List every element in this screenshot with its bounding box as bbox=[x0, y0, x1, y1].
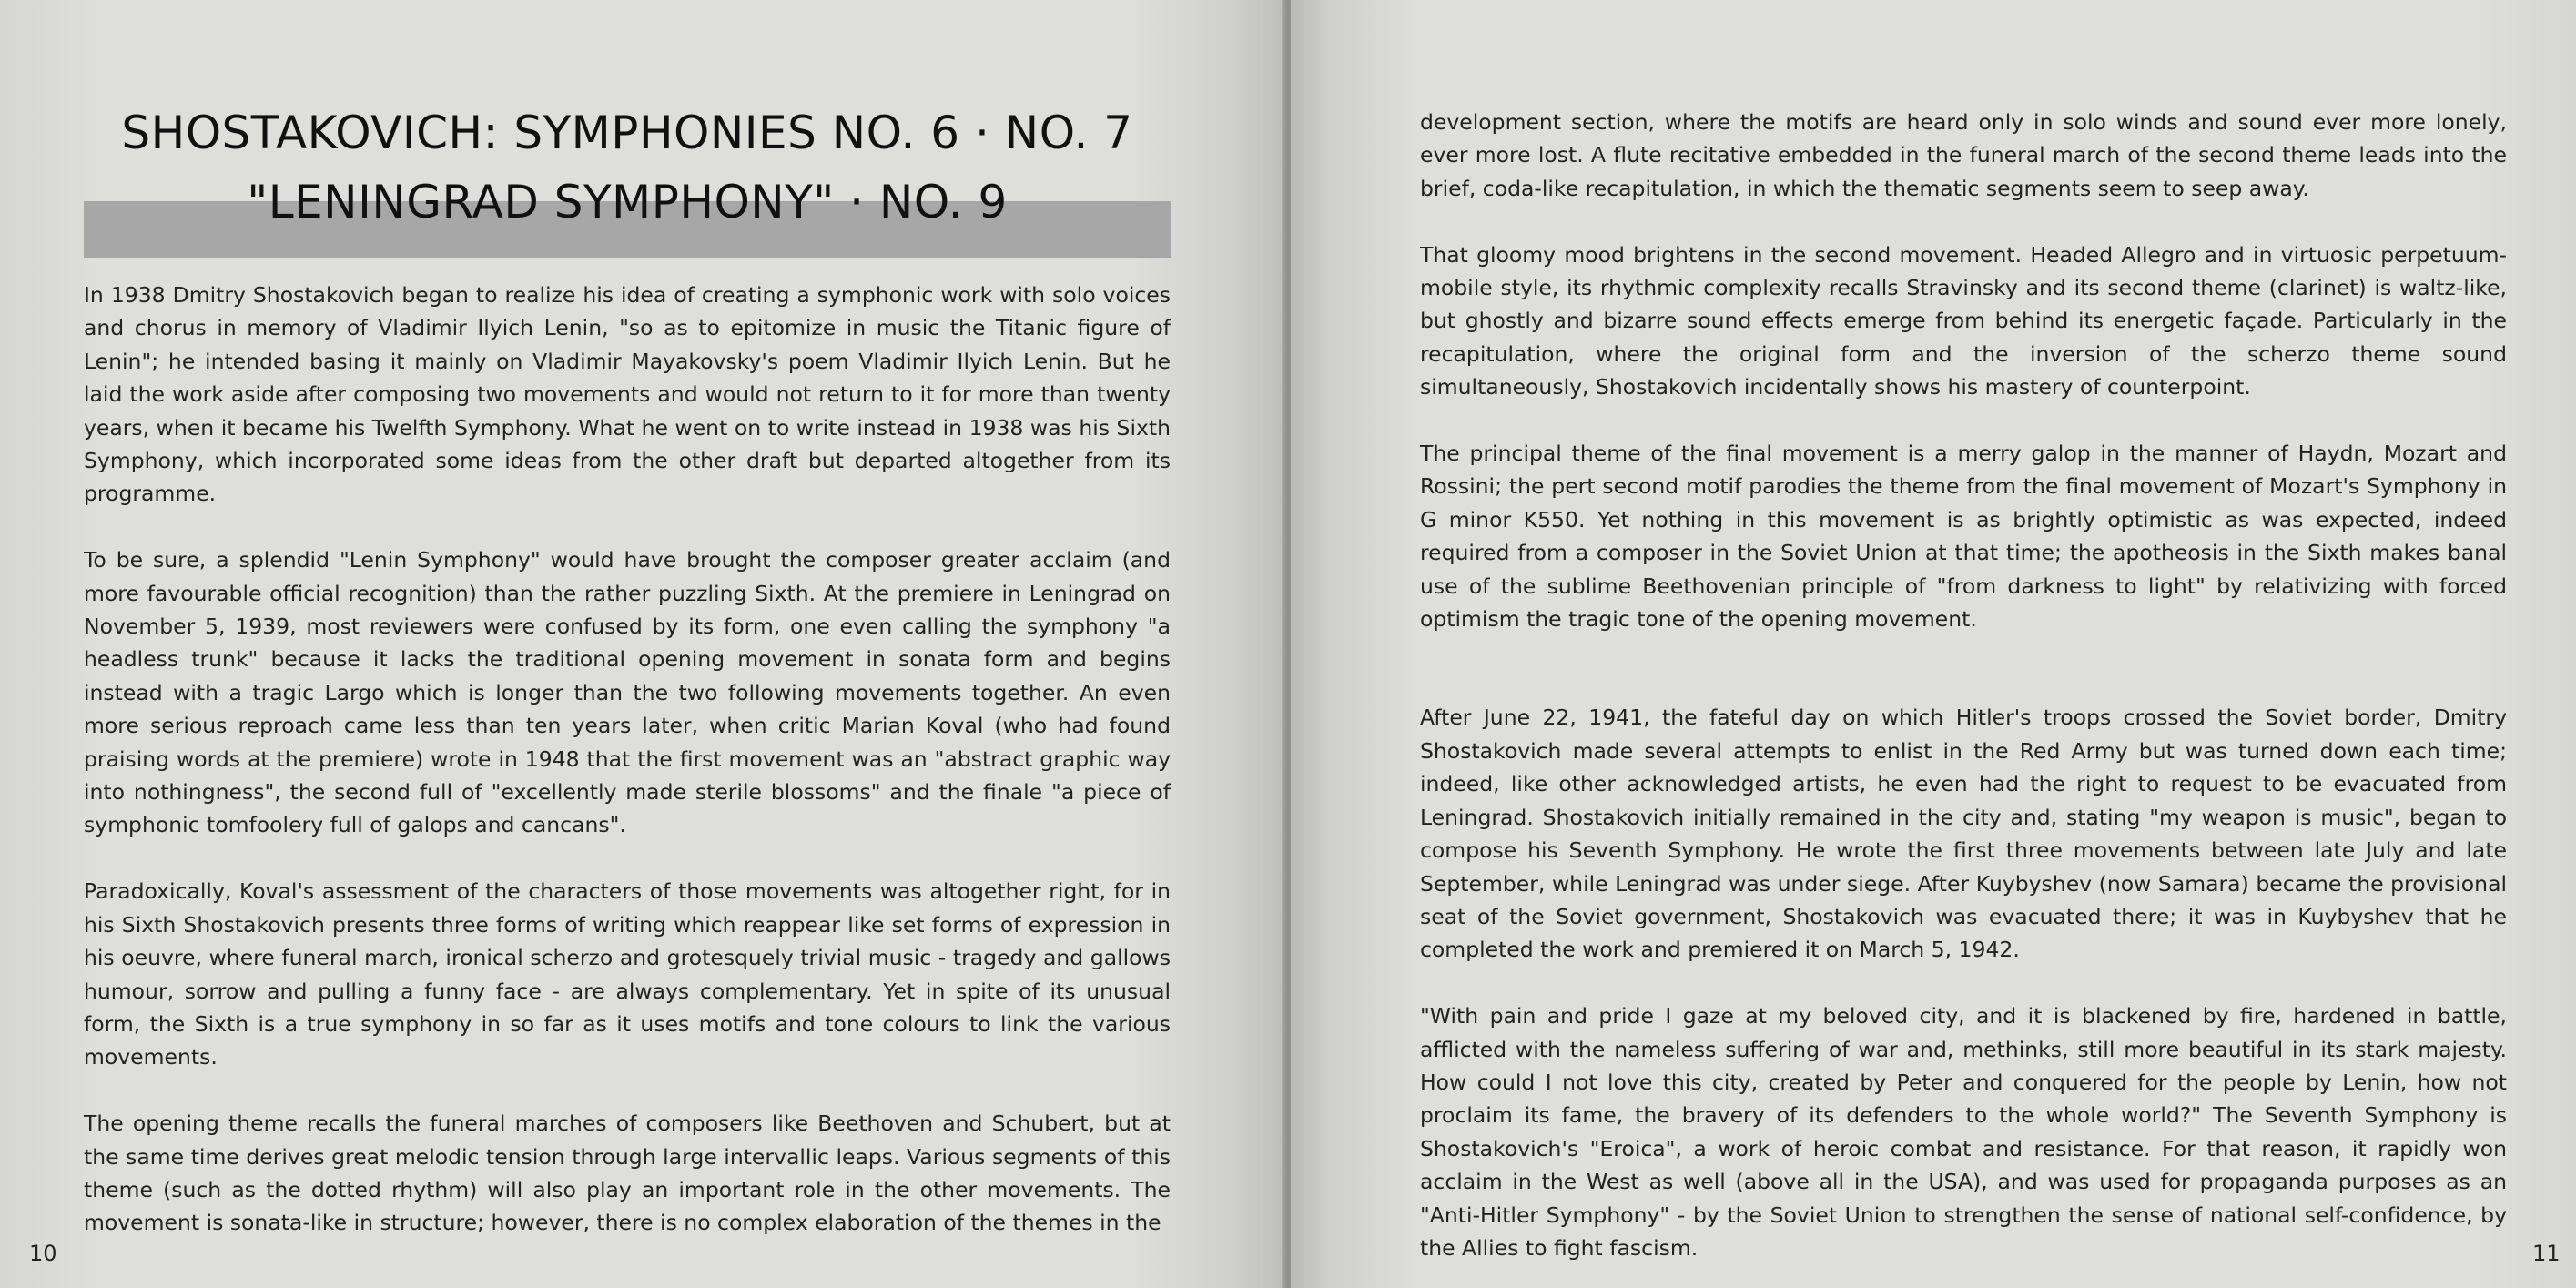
page-number-right: 11 bbox=[2532, 1241, 2561, 1266]
right-page bbox=[1291, 0, 2576, 1288]
paragraph: The principal theme of the final movement is a merry galop in the manner of Haydn, Mozart and Rossini; the pert second motif parodies the theme from the final movement of Mozart's Symphony in G minor K550. Yet nothing in this movement is as brightly optimistic as was expected, indeed required from a composer in the Soviet Union at that time; the apotheosis in the Sixth makes banal use of the sublime Beethovenian principle of "from darkness to light" by relativizing with forced optimism the tragic tone of the opening movement. bbox=[1420, 441, 2507, 633]
left-text-column bbox=[84, 279, 1171, 1273]
paragraph: development section, where the motifs are heard only in solo winds and sound ever more lonely, ever more lost. A flute recitative embedded in the funeral march of the second theme leads into the brief, coda-like recapitulation, in which the thematic segments seem to seep away. bbox=[1420, 109, 2507, 201]
left-page bbox=[0, 0, 1285, 1288]
paragraph: That gloomy mood brightens in the second movement. Headed Allegro and in virtuosic perpetuum-mobile style, its rhythmic complexity recalls Stravinsky and its second theme (clarinet) is waltz-like, but ghostly and bizarre sound effects emerge from behind its energetic façade. Particularly in the recapitulation, where the original form and the inversion of the scherzo theme sound simultaneously, Shostakovich incidentally shows his mastery of counterpoint. bbox=[1420, 241, 2507, 401]
paragraph: The opening theme recalls the funeral marches of composers like Beethoven and Schubert, but at the same time derives great melodic tension through large intervallic leaps. Various segments of this theme (such as the dotted rhythm) will also play an important role in the other movements. The movement is sonata-like in structure; however, there is no complex elaboration of the themes in the bbox=[84, 1111, 1171, 1236]
title-line-1: SHOSTAKOVICH: SYMPHONIES NO. 6 · NO. 7 bbox=[121, 106, 1133, 159]
paragraph: In 1938 Dmitry Shostakovich began to realize his idea of creating a symphonic work with solo voices and chorus in memory of Vladimir Ilyich Lenin, "so as to epitomize in music the Titanic figure of Lenin"; he intended basing it mainly on Vladimir Mayakovsky's poem Vladimir Ilyich Lenin. But he laid the work aside after composing two movements and would not return to it for more than twenty years, when it became his Twelfth Symphony. What he went on to write instead in 1938 was his Sixth Symphony, which incorporated some ideas from the other draft but departed altogether from its programme. bbox=[84, 282, 1171, 507]
title-line-2: "LENINGRAD SYMPHONY" · NO. 9 bbox=[247, 176, 1008, 228]
paragraph: After June 22, 1941, the fateful day on which Hitler's troops crossed the Soviet border, Dmitry Shostakovich made several attempts to enlist in the Red Army but was turned down each time; indeed, like other acknowledged artists, he even had the right to request to be evacuated from Leningrad. Shostakovich initially remained in the city and, stating "my weapon is music", began to compose his Seventh Symphony. He wrote the first three movements between late July and late September, while Leningrad was under siege. After Kuybyshev (now Samara) became the provisional seat of the Soviet government, Shostakovich was evacuated there; it was in Kuybyshev that he completed the work and premiered it on March 5, 1942. bbox=[1420, 705, 2507, 963]
right-text-column bbox=[1420, 106, 2507, 1288]
paragraph: To be sure, a splendid "Lenin Symphony" would have brought the composer greater acclaim (and more favourable official recognition) than the rather puzzling Sixth. At the premiere in Leningrad on November 5, 1939, most reviewers were confused by its form, one even calling the symphony "a headless trunk" because it lacks the traditional opening movement in sonata form and begins instead with a tragic Largo which is longer than the two following movements together. An even more serious reproach came less than ten years later, when critic Marian Koval (who had found praising words at the premiere) wrote in 1948 that the first movement was an "abstract graphic way into nothingness", the second full of "excellently made sterile blossoms" and the finale "a piece of symphonic tomfoolery full of galops and cancans". bbox=[84, 547, 1171, 838]
page-title bbox=[84, 98, 1171, 237]
paragraph: Paradoxically, Koval's assessment of the characters of those movements was altogether right, for in his Sixth Shostakovich presents three forms of writing which reappear like set forms of expression in his oeuvre, where funeral march, ironical scherzo and grotesquely trivial music - tragedy and gallows humour, sorrow and pulling a funny face - are always complementary. Yet in spite of its unusual form, the Sixth is a true symphony in so far as it uses motifs and tone colours to link the various movements. bbox=[84, 878, 1171, 1070]
paragraph: "With pain and pride I gaze at my beloved city, and it is blackened by fire, hardened in battle, afflicted with the nameless suffering of war and, methinks, still more beautiful in its stark majesty. How could I not love this city, created by Peter and conquered for the people by Lenin, how not proclaim its fame, the bravery of its defenders to the whole world?" The Seventh Symphony is Shostakovich's "Eroica", a work of heroic combat and resistance. For that reason, it rapidly won acclaim in the West as well (above all in the USA), and was used for propaganda purposes as an "Anti-Hitler Symphony" - by the Soviet Union to strengthen the sense of national self-confidence, by the Allies to fight fascism. bbox=[1420, 1003, 2507, 1261]
page-number-left: 10 bbox=[29, 1241, 57, 1266]
